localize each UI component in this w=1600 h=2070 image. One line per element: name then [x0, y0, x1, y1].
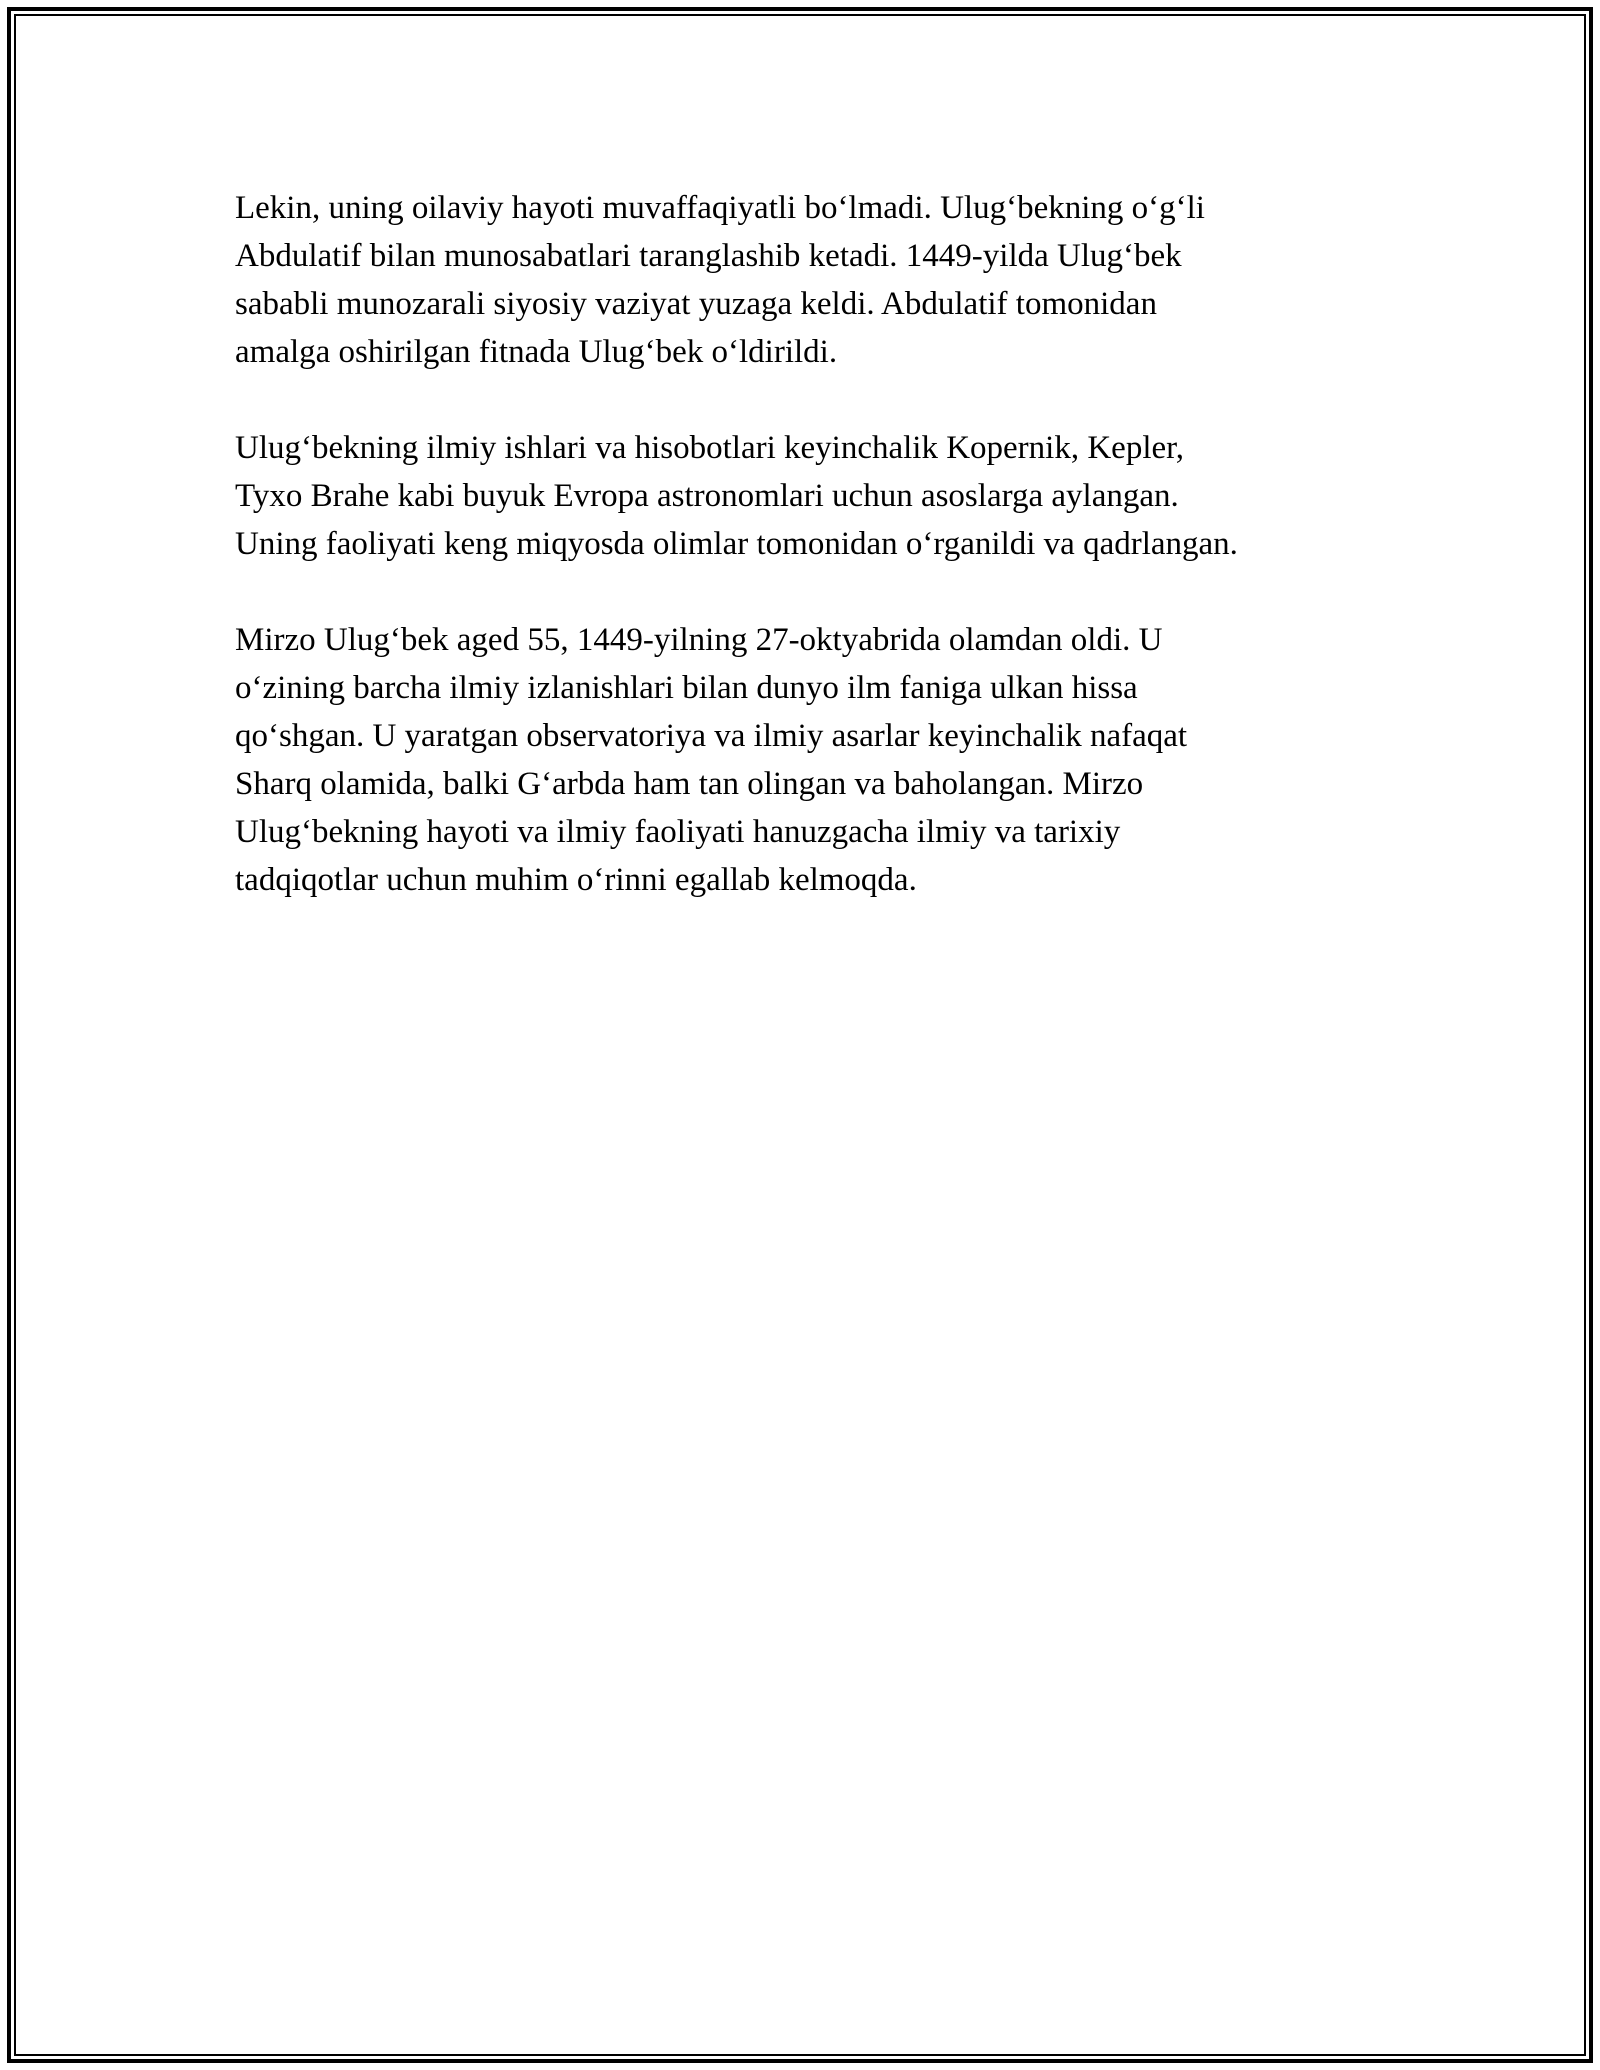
paragraph — [235, 616, 1395, 904]
text-line: Tyxo Brahe kabi buyuk Evropa astronomlari uchun asoslarga aylangan. — [235, 478, 1179, 514]
document-body — [235, 184, 1395, 952]
text-line: sababli munozarali siyosiy vaziyat yuzaga keldi. Abdulatif tomonidan — [235, 286, 1157, 322]
paragraph — [235, 184, 1395, 376]
text-line: tadqiqotlar uchun muhim o‘rinni egallab kelmoqda. — [235, 862, 917, 898]
text-line: amalga oshirilgan fitnada Ulug‘bek o‘ldirildi. — [235, 334, 838, 370]
text-line: Ulug‘bekning ilmiy ishlari va hisobotlari keyinchalik Kopernik, Kepler, — [235, 430, 1185, 466]
text-line: Mirzo Ulug‘bek aged 55, 1449-yilning 27-oktyabrida olamdan oldi. U — [235, 622, 1163, 658]
text-line: Uning faoliyati keng miqyosda olimlar tomonidan o‘rganildi va qadrlangan. — [235, 526, 1238, 562]
text-line: Ulug‘bekning hayoti va ilmiy faoliyati hanuzgacha ilmiy va tarixiy — [235, 814, 1121, 850]
text-line: Abdulatif bilan munosabatlari taranglashib ketadi. 1449-yilda Ulug‘bek — [235, 238, 1182, 274]
paragraph — [235, 424, 1395, 568]
text-line: Sharq olamida, balki G‘arbda ham tan olingan va baholangan. Mirzo — [235, 766, 1144, 802]
text-line: o‘zining barcha ilmiy izlanishlari bilan dunyo ilm faniga ulkan hissa — [235, 670, 1138, 706]
text-line: qo‘shgan. U yaratgan observatoriya va ilmiy asarlar keyinchalik nafaqat — [235, 718, 1188, 754]
text-line: Lekin, uning oilaviy hayoti muvaffaqiyatli bo‘lmadi. Ulug‘bekning o‘g‘li — [235, 190, 1205, 226]
